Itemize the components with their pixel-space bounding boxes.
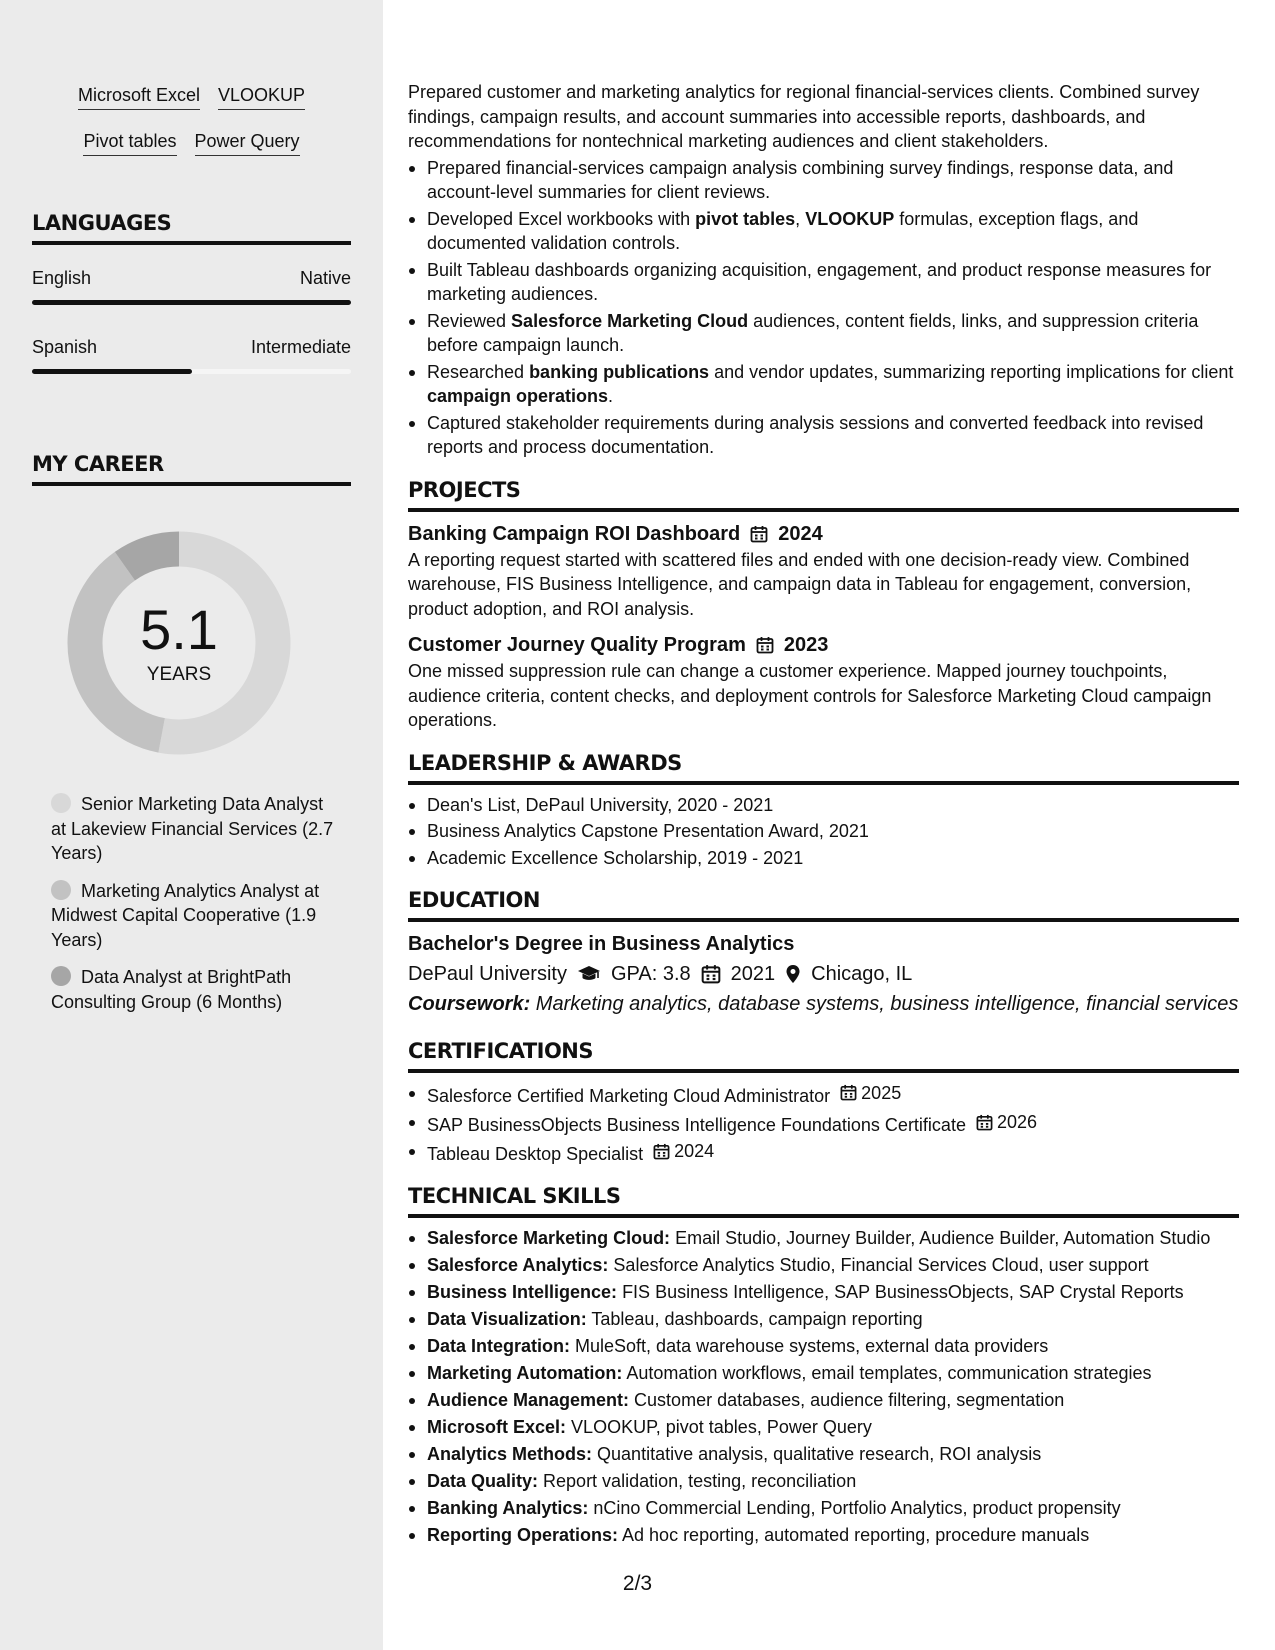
technical-skills-list [408,1226,1239,1548]
page-number: 2/3 [622,1572,653,1595]
career-list [51,792,341,1027]
certification-item: SAP BusinessObjects Business Intelligence Foundations Certificate 2026 [408,1110,1239,1137]
skill-tag: Power Query [195,130,300,156]
language-name: English [32,268,92,288]
languages-heading: LANGUAGES [32,211,351,245]
technical-skill-item: Salesforce Marketing Cloud: Email Studio, Journey Builder, Audience Builder, Automation Studio [408,1226,1239,1251]
skill-tag: VLOOKUP [218,84,305,110]
certification-year: 2024 [674,1141,715,1161]
certification-item: Tableau Desktop Specialist 2024 [408,1139,1239,1166]
language-proficiency-fill [32,369,192,374]
technical-skill-item: Business Intelligence: FIS Business Intelligence, SAP BusinessObjects, SAP Crystal Reports [408,1280,1239,1305]
career-total-unit: YEARS [146,664,212,685]
certification-item: Salesforce Certified Marketing Cloud Administrator 2025 [408,1081,1239,1108]
location-pin-icon [785,964,801,984]
technical-skill-item: Marketing Automation: Automation workflows, email templates, communication strategies [408,1361,1239,1386]
skill-tag: Microsoft Excel [78,84,200,110]
technical-skill-item: Analytics Methods: Quantitative analysis, qualitative research, ROI analysis [408,1442,1239,1467]
project-title-row [408,631,1239,659]
skill-tag: Pivot tables [83,130,176,156]
experience-bullets [408,156,1239,460]
calendar-icon [653,1143,670,1160]
experience-bullet: Developed Excel workbooks with pivot tables, VLOOKUP formulas, exception flags, and documented validation controls. [408,207,1239,256]
experience-bullet: Built Tableau dashboards organizing acquisition, engagement, and product response measures for marketing audiences. [408,258,1239,307]
project-description: A reporting request started with scattered files and ended with one decision-ready view. Combined warehouse, FIS Business Intelligence, and campaign data in Tableau for engagement, conversion, product adoption, and ROI analysis. [408,549,1192,619]
calendar-icon [756,636,774,654]
career-legend-dot [51,966,71,986]
language-name: Spanish [32,337,98,357]
language-proficiency-fill [32,300,351,305]
career-item-text: Senior Marketing Data Analyst at Lakeview Financial Services (2.7 Years) [51,794,334,863]
career-item [51,965,341,1014]
language-proficiency-bar [32,369,351,374]
project-title: Banking Campaign ROI Dashboard [408,522,741,545]
school-name: DePaul University [408,963,567,985]
sidebar [0,0,383,1650]
technical-skill-item: Data Visualization: Tableau, dashboards, campaign reporting [408,1307,1239,1332]
calendar-icon [701,964,721,984]
technical-skill-item: Banking Analytics: nCino Commercial Lending, Portfolio Analytics, product propensity [408,1496,1239,1521]
school-location: Chicago, IL [811,963,913,985]
project-year: 2024 [778,522,823,545]
certifications-list [408,1081,1239,1167]
project-title: Customer Journey Quality Program [408,634,746,656]
career-heading: MY CAREER [32,452,351,486]
award-item: Dean's List, DePaul University, 2020 - 2021 [408,793,1239,818]
language-proficiency-bar [32,300,351,305]
certifications-heading: CERTIFICATIONS [408,1037,1239,1073]
awards-heading: LEADERSHIP & AWARDS [408,749,1239,785]
experience-bullet: Reviewed Salesforce Marketing Cloud audiences, content fields, links, and suppression criteria before campaign launch. [408,309,1239,358]
main-content [408,80,1239,1550]
career-legend-dot [51,793,71,813]
calendar-icon [840,1084,857,1101]
award-item: Academic Excellence Scholarship, 2019 - 2021 [408,846,1239,871]
technical-skill-item: Salesforce Analytics: Salesforce Analytics Studio, Financial Services Cloud, user support [408,1253,1239,1278]
language-row [32,268,351,289]
experience-bullet: Captured stakeholder requirements during analysis sessions and converted feedback into revised reports and process documentation. [408,411,1239,460]
graduation-cap-icon [577,964,601,984]
career-legend-dot [51,880,71,900]
career-item [51,792,341,866]
award-item: Business Analytics Capstone Presentation Award, 2021 [408,819,1239,844]
coursework-label: Coursework: [408,993,531,1015]
project-title-row [408,520,1239,548]
career-item-text: Data Analyst at BrightPath Consulting Group (6 Months) [51,967,292,1012]
technical-skill-item: Reporting Operations: Ad hoc reporting, automated reporting, procedure manuals [408,1523,1239,1548]
coursework-text: Marketing analytics, database systems, business intelligence, financial services [530,993,1239,1015]
coursework [408,992,1239,1017]
gpa: GPA: 3.8 [610,963,691,985]
experience-bullet: Prepared financial-services campaign analysis combining survey findings, response data, and account-level summaries for client reviews. [408,156,1239,205]
experience-summary: Prepared customer and marketing analytics for regional financial-services clients. Combined survey findings, campaign results, and account summaries into accessible reports, dashboards, and recommendations for nontechnical marketing audiences and client stakeholders. [408,82,1200,151]
awards-list [408,793,1239,871]
language-row [32,337,351,358]
language-level: Native [299,268,351,288]
career-total-years: 5.1 [140,598,218,661]
calendar-icon [976,1114,993,1131]
project-year: 2023 [783,634,829,656]
education-heading: EDUCATION [408,886,1239,922]
career-item-text: Marketing Analytics Analyst at Midwest Capital Cooperative (1.9 Years) [51,880,320,950]
technical-skill-item: Data Integration: MuleSoft, data warehouse systems, external data providers [408,1334,1239,1359]
technical-skill-item: Microsoft Excel: VLOOKUP, pivot tables, Power Query [408,1415,1239,1440]
technical-skills-heading: TECHNICAL SKILLS [408,1182,1239,1218]
project-description: One missed suppression rule can change a customer experience. Mapped journey touchpoints, audience criteria, content checks, and deployment controls for Salesforce Marketing Cloud campaign operations. [408,661,1212,730]
degree-title: Bachelor's Degree in Business Analytics [408,933,795,955]
certification-year: 2025 [861,1082,902,1103]
experience-bullet: Researched banking publications and vendor updates, summarizing reporting implications for client campaign operations. [408,360,1239,409]
career-item [51,879,341,953]
technical-skill-item: Audience Management: Customer databases, audience filtering, segmentation [408,1388,1239,1413]
calendar-icon [750,525,768,543]
projects-heading: PROJECTS [408,476,1239,512]
certification-year: 2026 [996,1111,1038,1132]
skill-tags [32,84,351,176]
language-level: Intermediate [250,337,351,357]
education-meta [408,958,1239,990]
graduation-year: 2021 [730,963,776,985]
technical-skill-item: Data Quality: Report validation, testing, reconciliation [408,1469,1239,1494]
